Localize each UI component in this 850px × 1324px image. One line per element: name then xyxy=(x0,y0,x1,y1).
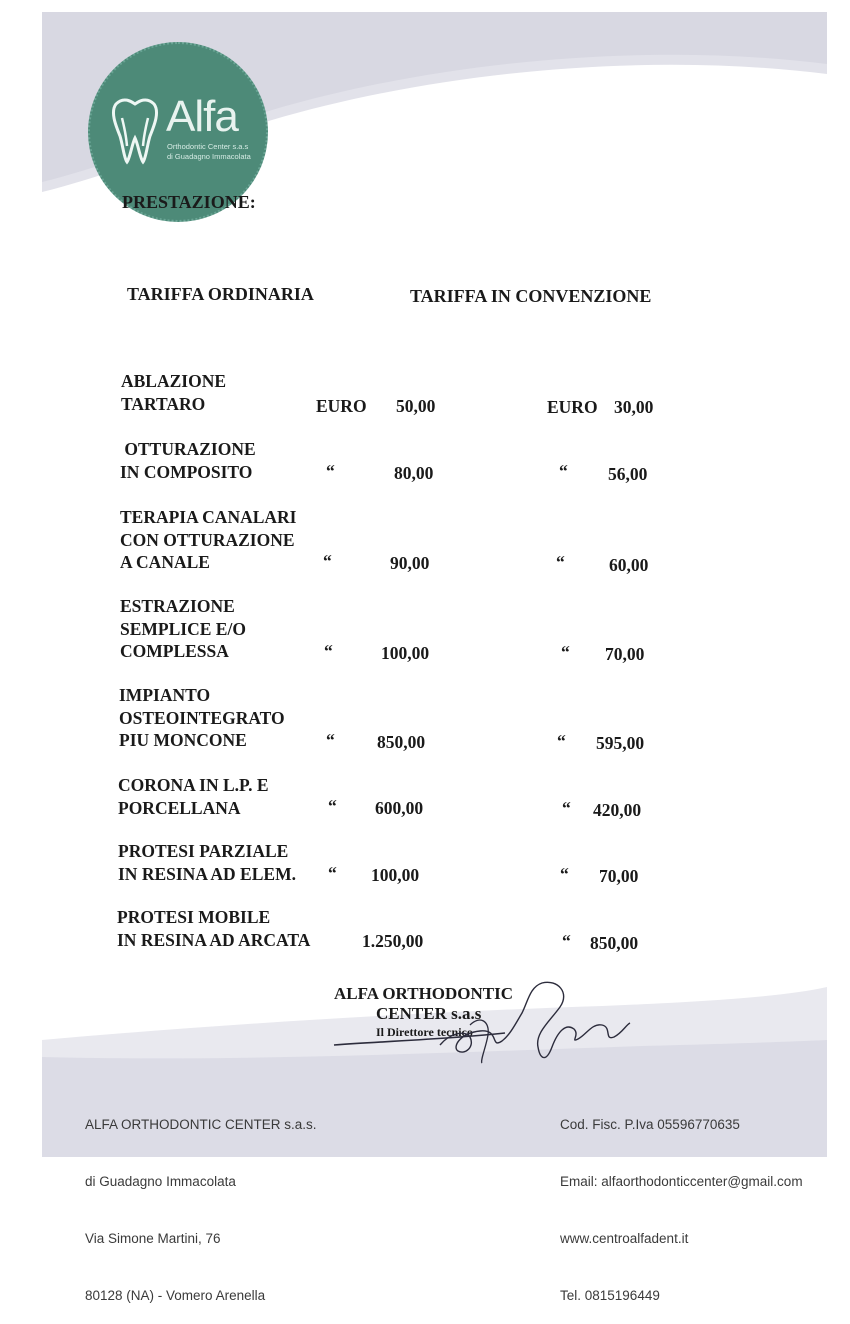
service-line: IMPIANTO xyxy=(119,685,211,705)
footer-website: www.centroalfadent.it xyxy=(560,1231,689,1246)
ordinary-prefix: “ xyxy=(324,641,333,661)
ordinary-prefix: “ xyxy=(328,863,337,883)
agreement-prefix: EURO xyxy=(547,397,598,417)
agreement-prefix: “ xyxy=(557,731,566,751)
ordinary-prefix: “ xyxy=(323,551,332,571)
footer-email: Email: alfaorthodonticcenter@gmail.com xyxy=(560,1174,803,1189)
service-line: CON OTTURAZIONE xyxy=(120,529,295,550)
agreement-prefix: “ xyxy=(562,798,571,818)
logo-subtitle xyxy=(167,142,267,162)
service-line: IN RESINA AD ELEM. xyxy=(118,863,296,884)
service-line: PROTESI MOBILE xyxy=(117,907,271,927)
footer-phone: Tel. 0815196449 xyxy=(560,1288,660,1303)
ordinary-prefix: “ xyxy=(328,796,337,816)
service-line: A CANALE xyxy=(120,552,210,572)
agreement-price: 850,00 xyxy=(590,933,639,953)
service-line: TARTARO xyxy=(121,393,206,414)
logo-subtitle-line: Orthodontic Center s.a.s xyxy=(167,142,249,151)
ordinary-prefix: “ xyxy=(326,730,335,750)
service-line: PROTESI PARZIALE xyxy=(118,841,289,861)
ordinary-price: 1.250,00 xyxy=(362,931,424,951)
agreement-prefix: “ xyxy=(560,864,569,884)
agreement-prefix: “ xyxy=(556,552,565,572)
service-line: SEMPLICE E/O xyxy=(120,618,246,639)
signature-company-line1: ALFA ORTHODONTIC xyxy=(334,984,514,1003)
service-line: TERAPIA CANALARI xyxy=(120,507,297,527)
column-header-agreement: TARIFFA IN CONVENZIONE xyxy=(410,286,652,306)
column-header-ordinary: TARIFFA ORDINARIA xyxy=(127,284,314,304)
logo-wordmark: Alfa xyxy=(166,92,238,141)
page-heading: PRESTAZIONE: xyxy=(122,192,256,212)
service-name xyxy=(120,506,350,574)
ordinary-prefix: “ xyxy=(326,461,335,481)
ordinary-price: 80,00 xyxy=(394,463,434,483)
footer-line: di Guadagno Immacolata xyxy=(85,1174,236,1189)
ordinary-price: 850,00 xyxy=(377,732,426,752)
service-name xyxy=(117,906,347,951)
service-name xyxy=(119,684,349,752)
agreement-price: 70,00 xyxy=(605,644,645,664)
service-name xyxy=(118,840,348,885)
service-line: PORCELLANA xyxy=(118,797,241,818)
ordinary-prefix: EURO xyxy=(316,396,367,416)
service-name xyxy=(120,438,350,483)
tooth-icon xyxy=(110,96,160,166)
agreement-price: 56,00 xyxy=(608,464,648,484)
handwritten-signature xyxy=(330,975,640,1065)
footer-address xyxy=(85,1077,317,1324)
ordinary-price: 600,00 xyxy=(375,798,424,818)
agreement-price: 420,00 xyxy=(593,800,642,820)
service-line: IN RESINA AD ARCATA xyxy=(117,929,311,950)
service-line: ABLAZIONE xyxy=(121,371,227,391)
service-line: CORONA IN L.P. E xyxy=(118,775,269,795)
footer-line: ALFA ORTHODONTIC CENTER s.a.s. xyxy=(85,1117,317,1132)
service-line: PIU MONCONE xyxy=(119,730,247,750)
footer-contacts xyxy=(560,1077,803,1324)
footer-line: Via Simone Martini, 76 xyxy=(85,1231,221,1246)
signature-company-line2: CENTER s.a.s xyxy=(376,1004,482,1023)
service-line: OSTEOINTEGRATO xyxy=(119,707,285,728)
ordinary-price: 50,00 xyxy=(396,396,436,416)
agreement-prefix: “ xyxy=(562,931,571,951)
service-name xyxy=(120,595,350,663)
agreement-price: 595,00 xyxy=(596,733,645,753)
agreement-price: 30,00 xyxy=(614,397,654,417)
signature-role: Il Direttore tecnico xyxy=(376,1025,473,1039)
service-name xyxy=(118,774,348,819)
ordinary-price: 100,00 xyxy=(371,865,420,885)
footer-line: 80128 (NA) - Vomero Arenella xyxy=(85,1288,266,1303)
service-line: COMPLESSA xyxy=(120,641,229,661)
agreement-prefix: “ xyxy=(559,461,568,481)
logo-subtitle-line: di Guadagno Immacolata xyxy=(167,152,251,161)
service-line: ESTRAZIONE xyxy=(120,596,235,616)
service-line: OTTURAZIONE xyxy=(120,439,256,459)
service-line: IN COMPOSITO xyxy=(120,461,253,482)
ordinary-price: 90,00 xyxy=(390,553,430,573)
footer-tax-id: Cod. Fisc. P.Iva 05596770635 xyxy=(560,1117,740,1132)
agreement-prefix: “ xyxy=(561,642,570,662)
ordinary-price: 100,00 xyxy=(381,643,430,663)
agreement-price: 60,00 xyxy=(609,555,649,575)
agreement-price: 70,00 xyxy=(599,866,639,886)
